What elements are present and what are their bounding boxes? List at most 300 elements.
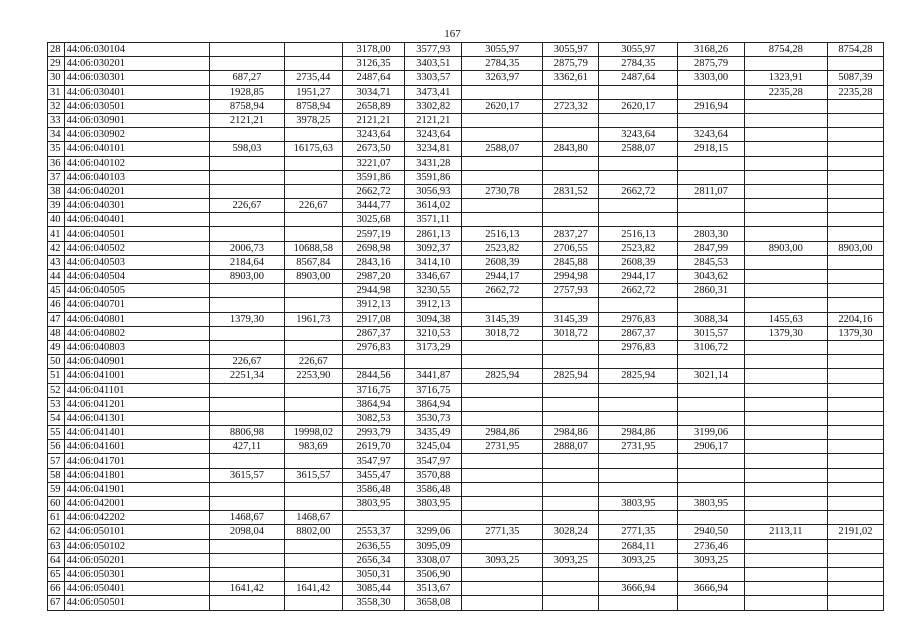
value-col-8-cell [678, 298, 744, 312]
value-col-4-cell: 3441,87 [405, 369, 462, 383]
value-col-4-cell [405, 355, 462, 369]
value-col-10-cell: 2204,16 [827, 312, 883, 326]
value-col-5-cell: 3145,39 [462, 312, 543, 326]
value-col-8-cell: 2875,79 [678, 57, 744, 71]
table-row [48, 241, 884, 255]
value-col-1-cell: 2184,64 [210, 255, 285, 269]
row-number-cell: 32 [48, 99, 65, 113]
value-col-10-cell: 2235,28 [827, 85, 883, 99]
value-col-9-cell: 8903,00 [744, 241, 827, 255]
value-col-5-cell [462, 468, 543, 482]
row-number-cell: 64 [48, 553, 65, 567]
value-col-8-cell [678, 85, 744, 99]
table-row [48, 71, 884, 85]
row-number-cell: 40 [48, 213, 65, 227]
value-col-9-cell [744, 298, 827, 312]
value-col-1-cell: 2098,04 [210, 525, 285, 539]
value-col-7-cell: 2487,64 [599, 71, 678, 85]
row-number-cell: 33 [48, 113, 65, 127]
value-col-9-cell [744, 199, 827, 213]
value-col-10-cell: 5087,39 [827, 71, 883, 85]
value-col-3-cell: 3591,86 [342, 170, 404, 184]
value-col-8-cell: 3803,95 [678, 497, 744, 511]
value-col-3-cell: 2619,70 [342, 440, 404, 454]
value-col-1-cell: 1468,67 [210, 511, 285, 525]
value-col-4-cell: 3658,08 [405, 596, 462, 610]
value-col-5-cell [462, 355, 543, 369]
value-col-9-cell [744, 340, 827, 354]
value-col-8-cell [678, 383, 744, 397]
cadastral-quarter-cell: 44:06:050401 [64, 582, 209, 596]
value-col-5-cell [462, 582, 543, 596]
value-col-4-cell: 3346,67 [405, 270, 462, 284]
table-row [48, 582, 884, 596]
value-col-9-cell [744, 270, 827, 284]
value-col-9-cell [744, 213, 827, 227]
cadastral-quarter-cell: 44:06:040501 [64, 227, 209, 241]
value-col-6-cell [543, 596, 599, 610]
value-col-3-cell [342, 511, 404, 525]
value-col-5-cell: 2984,86 [462, 426, 543, 440]
value-col-4-cell: 2861,13 [405, 227, 462, 241]
row-number-cell: 46 [48, 298, 65, 312]
value-col-6-cell: 2831,52 [543, 184, 599, 198]
cadastral-quarter-cell: 44:06:030401 [64, 85, 209, 99]
value-col-3-cell: 2662,72 [342, 184, 404, 198]
cadastral-quarter-cell: 44:06:040503 [64, 255, 209, 269]
cadastral-quarter-cell: 44:06:050201 [64, 553, 209, 567]
table-row [48, 184, 884, 198]
cadastral-quarter-cell: 44:06:040301 [64, 199, 209, 213]
value-col-10-cell [827, 411, 883, 425]
value-col-10-cell [827, 99, 883, 113]
value-col-9-cell [744, 156, 827, 170]
value-col-2-cell: 16175,63 [284, 142, 342, 156]
value-col-2-cell: 1961,73 [284, 312, 342, 326]
table-row [48, 57, 884, 71]
cadastral-quarter-cell: 44:06:030501 [64, 99, 209, 113]
value-col-1-cell [210, 397, 285, 411]
value-col-10-cell [827, 567, 883, 581]
value-col-6-cell [543, 213, 599, 227]
value-col-3-cell: 2867,37 [342, 326, 404, 340]
value-col-6-cell [543, 567, 599, 581]
value-col-6-cell: 3028,24 [543, 525, 599, 539]
value-col-4-cell: 3243,64 [405, 128, 462, 142]
value-col-8-cell [678, 511, 744, 525]
value-col-8-cell [678, 397, 744, 411]
value-col-10-cell [827, 553, 883, 567]
value-col-7-cell: 2784,35 [599, 57, 678, 71]
value-col-2-cell: 226,67 [284, 355, 342, 369]
value-col-9-cell [744, 369, 827, 383]
value-col-6-cell: 2723,32 [543, 99, 599, 113]
value-col-6-cell [543, 170, 599, 184]
value-col-8-cell: 2803,30 [678, 227, 744, 241]
row-number-cell: 45 [48, 284, 65, 298]
value-col-3-cell: 3864,94 [342, 397, 404, 411]
value-col-6-cell [543, 539, 599, 553]
value-col-2-cell: 8758,94 [284, 99, 342, 113]
table-row [48, 85, 884, 99]
value-col-2-cell [284, 227, 342, 241]
row-number-cell: 65 [48, 567, 65, 581]
value-col-6-cell: 2837,27 [543, 227, 599, 241]
value-col-10-cell [827, 539, 883, 553]
value-col-2-cell: 226,67 [284, 199, 342, 213]
value-col-10-cell [827, 128, 883, 142]
value-col-8-cell [678, 482, 744, 496]
table-row [48, 369, 884, 383]
table-row [48, 199, 884, 213]
value-col-3-cell: 3444,77 [342, 199, 404, 213]
cadastral-quarter-cell: 44:06:040401 [64, 213, 209, 227]
value-col-1-cell: 427,11 [210, 440, 285, 454]
value-col-9-cell [744, 582, 827, 596]
value-col-6-cell [543, 128, 599, 142]
row-number-cell: 47 [48, 312, 65, 326]
row-number-cell: 42 [48, 241, 65, 255]
value-col-9-cell [744, 596, 827, 610]
value-col-5-cell: 2662,72 [462, 284, 543, 298]
value-col-6-cell: 3093,25 [543, 553, 599, 567]
value-col-4-cell: 3302,82 [405, 99, 462, 113]
value-col-9-cell [744, 411, 827, 425]
value-col-7-cell [599, 355, 678, 369]
value-col-7-cell: 2523,82 [599, 241, 678, 255]
table-row [48, 298, 884, 312]
value-col-5-cell [462, 298, 543, 312]
value-col-9-cell [744, 284, 827, 298]
cadastral-quarter-cell: 44:06:041301 [64, 411, 209, 425]
value-col-3-cell: 3912,13 [342, 298, 404, 312]
value-col-5-cell: 2588,07 [462, 142, 543, 156]
cadastral-quarter-cell: 44:06:041201 [64, 397, 209, 411]
value-col-10-cell [827, 468, 883, 482]
value-col-3-cell: 2487,64 [342, 71, 404, 85]
value-col-7-cell [599, 156, 678, 170]
value-col-2-cell: 8802,00 [284, 525, 342, 539]
cadastral-quarter-cell: 44:06:050301 [64, 567, 209, 581]
value-col-2-cell [284, 553, 342, 567]
value-col-8-cell [678, 113, 744, 127]
cadastral-quarter-cell: 44:06:030201 [64, 57, 209, 71]
value-col-2-cell [284, 411, 342, 425]
page-number: 167 [444, 28, 461, 40]
value-col-8-cell [678, 454, 744, 468]
row-number-cell: 51 [48, 369, 65, 383]
value-col-3-cell: 3025,68 [342, 213, 404, 227]
value-col-2-cell: 1951,27 [284, 85, 342, 99]
value-col-3-cell: 2658,89 [342, 99, 404, 113]
cadastral-quarter-cell: 44:06:040801 [64, 312, 209, 326]
value-col-1-cell: 687,27 [210, 71, 285, 85]
value-col-3-cell: 3803,95 [342, 497, 404, 511]
value-col-7-cell: 2516,13 [599, 227, 678, 241]
value-col-2-cell [284, 57, 342, 71]
value-col-6-cell: 2845,88 [543, 255, 599, 269]
value-col-5-cell: 3018,72 [462, 326, 543, 340]
value-col-2-cell [284, 497, 342, 511]
value-col-2-cell [284, 383, 342, 397]
table-row [48, 227, 884, 241]
row-number-cell: 28 [48, 43, 65, 57]
value-col-1-cell: 598,03 [210, 142, 285, 156]
value-col-10-cell [827, 511, 883, 525]
value-col-4-cell: 3570,88 [405, 468, 462, 482]
value-col-2-cell [284, 128, 342, 142]
value-col-1-cell [210, 497, 285, 511]
value-col-7-cell: 2825,94 [599, 369, 678, 383]
value-col-9-cell [744, 113, 827, 127]
value-col-3-cell: 3050,31 [342, 567, 404, 581]
value-col-4-cell [405, 511, 462, 525]
value-col-4-cell: 3864,94 [405, 397, 462, 411]
value-col-4-cell: 3056,93 [405, 184, 462, 198]
table-row [48, 270, 884, 284]
value-col-2-cell: 8903,00 [284, 270, 342, 284]
cadastral-quarter-cell: 44:06:041601 [64, 440, 209, 454]
cadastral-quarter-cell: 44:06:041401 [64, 426, 209, 440]
cadastral-quarter-cell: 44:06:030901 [64, 113, 209, 127]
value-col-2-cell [284, 539, 342, 553]
value-col-4-cell: 3094,38 [405, 312, 462, 326]
value-col-8-cell: 2918,15 [678, 142, 744, 156]
row-number-cell: 29 [48, 57, 65, 71]
value-col-6-cell [543, 298, 599, 312]
value-col-4-cell: 3577,93 [405, 43, 462, 57]
value-col-9-cell [744, 397, 827, 411]
table-row [48, 99, 884, 113]
value-col-2-cell [284, 284, 342, 298]
value-col-1-cell [210, 213, 285, 227]
cadastral-quarter-cell: 44:06:041901 [64, 482, 209, 496]
value-col-2-cell [284, 170, 342, 184]
value-col-4-cell: 3912,13 [405, 298, 462, 312]
table-row [48, 440, 884, 454]
value-col-4-cell: 3173,29 [405, 340, 462, 354]
value-col-1-cell [210, 539, 285, 553]
value-col-7-cell: 2608,39 [599, 255, 678, 269]
table-row [48, 383, 884, 397]
row-number-cell: 56 [48, 440, 65, 454]
value-col-10-cell [827, 255, 883, 269]
value-col-2-cell [284, 326, 342, 340]
value-col-7-cell: 2731,95 [599, 440, 678, 454]
value-col-10-cell [827, 170, 883, 184]
value-col-4-cell: 3299,06 [405, 525, 462, 539]
value-col-7-cell: 2771,35 [599, 525, 678, 539]
value-col-4-cell: 3431,28 [405, 156, 462, 170]
value-col-1-cell: 1928,85 [210, 85, 285, 99]
table-row [48, 553, 884, 567]
value-col-1-cell [210, 43, 285, 57]
value-col-1-cell: 2006,73 [210, 241, 285, 255]
value-col-8-cell: 3199,06 [678, 426, 744, 440]
value-col-7-cell [599, 383, 678, 397]
value-col-10-cell [827, 482, 883, 496]
value-col-9-cell [744, 170, 827, 184]
value-col-5-cell [462, 156, 543, 170]
value-col-5-cell [462, 482, 543, 496]
row-number-cell: 52 [48, 383, 65, 397]
value-col-5-cell: 2771,35 [462, 525, 543, 539]
value-col-7-cell: 2684,11 [599, 539, 678, 553]
value-col-6-cell: 3362,61 [543, 71, 599, 85]
value-col-9-cell: 1455,63 [744, 312, 827, 326]
table-row [48, 525, 884, 539]
cadastral-quarter-cell: 44:06:041701 [64, 454, 209, 468]
value-col-7-cell: 3093,25 [599, 553, 678, 567]
row-number-cell: 43 [48, 255, 65, 269]
value-col-10-cell [827, 582, 883, 596]
value-col-8-cell: 3303,00 [678, 71, 744, 85]
value-col-1-cell: 226,67 [210, 355, 285, 369]
value-col-6-cell [543, 397, 599, 411]
row-number-cell: 49 [48, 340, 65, 354]
value-col-10-cell [827, 497, 883, 511]
table-row [48, 43, 884, 57]
value-col-8-cell: 2940,50 [678, 525, 744, 539]
value-col-10-cell [827, 355, 883, 369]
table-row [48, 539, 884, 553]
value-col-3-cell: 2597,19 [342, 227, 404, 241]
value-col-8-cell [678, 213, 744, 227]
value-col-10-cell: 8903,00 [827, 241, 883, 255]
value-col-6-cell [543, 411, 599, 425]
row-number-cell: 61 [48, 511, 65, 525]
value-col-5-cell [462, 397, 543, 411]
value-col-6-cell [543, 454, 599, 468]
cadastral-quarter-cell: 44:06:040504 [64, 270, 209, 284]
value-col-10-cell [827, 383, 883, 397]
value-col-8-cell: 3093,25 [678, 553, 744, 567]
value-col-6-cell [543, 199, 599, 213]
value-col-5-cell: 3055,97 [462, 43, 543, 57]
table-row [48, 567, 884, 581]
value-col-7-cell: 2984,86 [599, 426, 678, 440]
value-col-6-cell [543, 113, 599, 127]
cadastral-quarter-cell: 44:06:040103 [64, 170, 209, 184]
value-col-4-cell: 3303,57 [405, 71, 462, 85]
row-number-cell: 50 [48, 355, 65, 369]
value-col-1-cell [210, 184, 285, 198]
value-col-8-cell [678, 156, 744, 170]
value-col-7-cell [599, 298, 678, 312]
value-col-9-cell [744, 426, 827, 440]
value-col-2-cell [284, 454, 342, 468]
value-col-8-cell: 2860,31 [678, 284, 744, 298]
value-col-6-cell [543, 340, 599, 354]
table-row [48, 426, 884, 440]
cadastral-quarter-cell: 44:06:040102 [64, 156, 209, 170]
value-col-3-cell: 3126,35 [342, 57, 404, 71]
row-number-cell: 41 [48, 227, 65, 241]
value-col-3-cell: 2987,20 [342, 270, 404, 284]
value-col-3-cell: 2844,56 [342, 369, 404, 383]
value-col-7-cell [599, 170, 678, 184]
value-col-5-cell [462, 199, 543, 213]
value-col-6-cell: 3018,72 [543, 326, 599, 340]
value-col-5-cell [462, 539, 543, 553]
value-col-8-cell [678, 170, 744, 184]
value-col-3-cell: 2944,98 [342, 284, 404, 298]
value-col-10-cell: 1379,30 [827, 326, 883, 340]
value-col-2-cell: 3615,57 [284, 468, 342, 482]
value-col-4-cell: 3092,37 [405, 241, 462, 255]
value-col-6-cell: 2888,07 [543, 440, 599, 454]
value-col-7-cell [599, 85, 678, 99]
cadastral-quarter-cell: 44:06:041101 [64, 383, 209, 397]
value-col-3-cell: 2843,16 [342, 255, 404, 269]
value-col-3-cell: 3558,30 [342, 596, 404, 610]
value-col-5-cell [462, 85, 543, 99]
value-col-3-cell: 3085,44 [342, 582, 404, 596]
value-col-8-cell: 3243,64 [678, 128, 744, 142]
cadastral-value-table [47, 42, 884, 611]
table-row [48, 511, 884, 525]
value-col-8-cell [678, 596, 744, 610]
value-col-9-cell [744, 255, 827, 269]
value-col-7-cell: 2976,83 [599, 340, 678, 354]
value-col-6-cell [543, 85, 599, 99]
value-col-6-cell: 3055,97 [543, 43, 599, 57]
value-col-1-cell: 8758,94 [210, 99, 285, 113]
value-col-9-cell [744, 99, 827, 113]
value-col-8-cell: 2811,07 [678, 184, 744, 198]
value-col-2-cell [284, 397, 342, 411]
value-col-3-cell: 3547,97 [342, 454, 404, 468]
value-col-4-cell: 3803,95 [405, 497, 462, 511]
value-col-7-cell: 3803,95 [599, 497, 678, 511]
value-col-5-cell [462, 411, 543, 425]
value-col-4-cell: 3403,51 [405, 57, 462, 71]
value-col-7-cell: 3666,94 [599, 582, 678, 596]
value-col-7-cell [599, 511, 678, 525]
row-number-cell: 60 [48, 497, 65, 511]
value-col-9-cell [744, 184, 827, 198]
value-col-8-cell: 3666,94 [678, 582, 744, 596]
table-row [48, 156, 884, 170]
value-col-4-cell: 3547,97 [405, 454, 462, 468]
table-row [48, 312, 884, 326]
value-col-5-cell: 3263,97 [462, 71, 543, 85]
value-col-3-cell [342, 355, 404, 369]
value-col-10-cell [827, 454, 883, 468]
cadastral-quarter-cell: 44:06:042001 [64, 497, 209, 511]
value-col-9-cell: 1379,30 [744, 326, 827, 340]
table-row [48, 355, 884, 369]
value-col-7-cell [599, 567, 678, 581]
value-col-4-cell: 3513,67 [405, 582, 462, 596]
value-col-1-cell [210, 128, 285, 142]
value-col-6-cell [543, 482, 599, 496]
value-col-1-cell: 3615,57 [210, 468, 285, 482]
value-col-8-cell [678, 411, 744, 425]
value-col-7-cell [599, 397, 678, 411]
value-col-8-cell: 3015,57 [678, 326, 744, 340]
value-col-8-cell: 3021,14 [678, 369, 744, 383]
value-col-9-cell [744, 57, 827, 71]
value-col-3-cell: 2976,83 [342, 340, 404, 354]
value-col-8-cell: 3106,72 [678, 340, 744, 354]
value-col-1-cell [210, 482, 285, 496]
value-col-10-cell [827, 142, 883, 156]
table-row [48, 284, 884, 298]
value-col-7-cell: 2588,07 [599, 142, 678, 156]
value-col-1-cell [210, 567, 285, 581]
value-col-9-cell: 8754,28 [744, 43, 827, 57]
